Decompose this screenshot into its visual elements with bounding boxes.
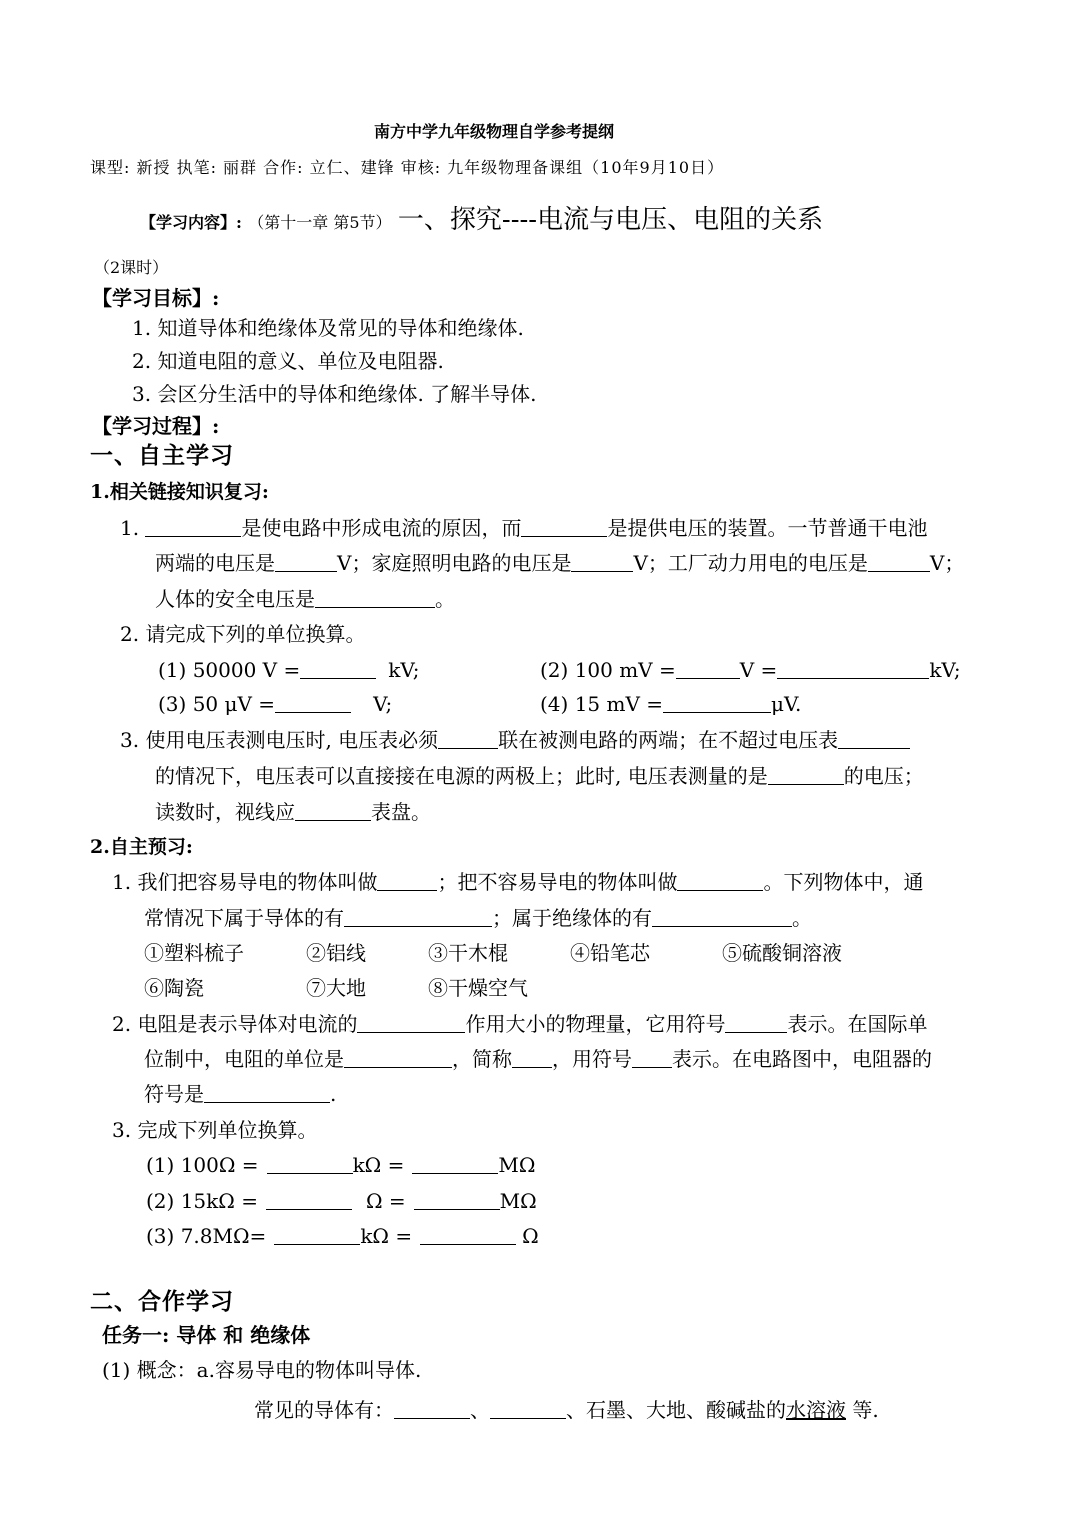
- answer-blank[interactable]: [377, 870, 437, 891]
- preview-p3: 3. 完成下列单位换算。: [112, 1118, 318, 1142]
- option: ⑧干燥空气: [428, 976, 528, 1000]
- option: ⑤硫酸铜溶液: [722, 941, 842, 965]
- review-q2: 2. 请完成下列的单位换算。: [120, 622, 366, 646]
- lesson-label: 【学习内容】:: [140, 213, 242, 232]
- answer-blank[interactable]: [275, 551, 337, 572]
- option: ⑦大地: [306, 976, 366, 1000]
- goal-item: 3. 会区分生活中的导体和绝缘体. 了解半导体.: [132, 382, 537, 406]
- answer-blank[interactable]: [652, 906, 792, 927]
- preview-heading: 2.自主预习:: [90, 836, 193, 858]
- answer-blank[interactable]: [676, 658, 740, 679]
- option: ③干木棍: [428, 941, 508, 965]
- concept-line: (1) 概念：a.容易导电的物体叫导体.: [102, 1358, 422, 1382]
- task1-heading: 任务一: 导体 和 绝缘体: [102, 1323, 311, 1347]
- answer-blank[interactable]: [394, 1398, 470, 1419]
- answer-blank[interactable]: [521, 516, 607, 537]
- answer-blank[interactable]: [632, 1047, 672, 1068]
- preview-p1-line1: 1. 我们把容易导电的物体叫做 ；把不容易导电的物体叫做 。下列物体中，通: [112, 870, 924, 894]
- answer-blank[interactable]: [768, 764, 844, 785]
- answer-blank[interactable]: [267, 1153, 353, 1174]
- answer-blank[interactable]: [571, 551, 633, 572]
- answer-blank[interactable]: [677, 870, 763, 891]
- answer-blank[interactable]: [412, 1153, 498, 1174]
- preview-p2-line2: 位制中，电阻的单位是 ，简称 ，用符号 表示。在电路图中，电阻器的: [144, 1047, 932, 1071]
- answer-blank[interactable]: [344, 1047, 452, 1068]
- answer-blank[interactable]: [275, 692, 351, 713]
- answer-blank[interactable]: [868, 551, 930, 572]
- answer-blank[interactable]: [438, 728, 498, 749]
- part1-heading: 一、自主学习: [90, 442, 234, 469]
- review-q1-line1: 1. 是使电路中形成电流的原因，而 是提供电压的装置。一节普通干电池: [120, 516, 928, 540]
- option: ②铝线: [306, 941, 366, 965]
- review-q3-line3: 读数时，视线应 表盘。: [155, 800, 431, 824]
- answer-blank[interactable]: [490, 1398, 566, 1419]
- answer-blank[interactable]: [344, 906, 492, 927]
- answer-blank[interactable]: [838, 728, 910, 749]
- goals-heading: 【学习目标】:: [92, 286, 220, 310]
- answer-blank[interactable]: [204, 1082, 330, 1103]
- answer-blank[interactable]: [274, 1224, 360, 1245]
- process-heading: 【学习过程】:: [92, 414, 220, 438]
- answer-blank[interactable]: [145, 516, 241, 537]
- answer-blank[interactable]: [357, 1012, 465, 1033]
- option: ⑥陶瓷: [144, 976, 204, 1000]
- review-q1-line3: 人体的安全电压是 。: [155, 587, 455, 611]
- part2-heading: 二、合作学习: [90, 1288, 234, 1315]
- resistance-conversion-3: (3) 7.8MΩ= kΩ = Ω: [146, 1224, 539, 1248]
- answer-blank[interactable]: [663, 692, 771, 713]
- document-meta: 课型: 新授 执笔: 丽群 合作: 立仁、建锋 审核: 九年级物理备课组（10年9月10日）: [90, 158, 725, 177]
- conversion-3: (3) 50 μV = V;: [158, 692, 393, 716]
- answer-blank[interactable]: [512, 1047, 552, 1068]
- conversion-2: (2) 100 mV = V = kV;: [540, 658, 961, 682]
- goal-item: 1. 知道导体和绝缘体及常见的导体和绝缘体.: [132, 316, 524, 340]
- lesson-line: [140, 202, 823, 241]
- lesson-hours: （2课时）: [94, 258, 169, 277]
- review-heading: 1.相关链接知识复习:: [90, 481, 269, 503]
- answer-blank[interactable]: [295, 800, 371, 821]
- common-conductors-line: 常见的导体有： 、 、石墨、大地、酸碱盐的水溶液 等.: [254, 1398, 879, 1422]
- review-q3-line1: 3. 使用电压表测电压时, 电压表必须 联在被测电路的两端；在不超过电压表: [120, 726, 910, 754]
- underlined-term: 水溶液: [786, 1398, 846, 1422]
- conversion-4: (4) 15 mV = μV.: [540, 692, 802, 716]
- resistance-conversion-1: (1) 100Ω = kΩ = MΩ: [146, 1153, 536, 1177]
- answer-blank[interactable]: [777, 658, 929, 679]
- answer-blank[interactable]: [315, 587, 435, 608]
- preview-p2-line3: 符号是 .: [144, 1082, 337, 1106]
- lesson-topic: 一、探究----电流与电压、电阻的关系: [397, 205, 824, 235]
- goal-item: 2. 知道电阻的意义、单位及电阻器.: [132, 349, 444, 373]
- page-title: 南方中学九年级物理自学参考提纲: [374, 122, 615, 141]
- conversion-1: (1) 50000 V = kV;: [158, 658, 420, 682]
- review-q1-line2: 两端的电压是 V；家庭照明电路的电压是 V；工厂动力用电的电压是 V；: [155, 551, 965, 575]
- answer-blank[interactable]: [300, 658, 376, 679]
- resistance-conversion-2: (2) 15kΩ = Ω = MΩ: [146, 1189, 537, 1213]
- answer-blank[interactable]: [420, 1224, 516, 1245]
- preview-p1-line2: 常情况下属于导体的有 ；属于绝缘体的有 。: [144, 906, 812, 930]
- preview-p2-line1: 2. 电阻是表示导体对电流的 作用大小的物理量，它用符号 表示。在国际单: [112, 1012, 928, 1036]
- review-q3-line2: 的情况下，电压表可以直接接在电源的两极上；此时, 电压表测量的是 的电压；: [155, 764, 924, 788]
- lesson-chapter: （第十一章 第5节）: [248, 213, 392, 232]
- answer-blank[interactable]: [725, 1012, 787, 1033]
- answer-blank[interactable]: [266, 1189, 352, 1210]
- option: ④铅笔芯: [570, 941, 650, 965]
- option: ①塑料梳子: [144, 941, 244, 965]
- answer-blank[interactable]: [414, 1189, 500, 1210]
